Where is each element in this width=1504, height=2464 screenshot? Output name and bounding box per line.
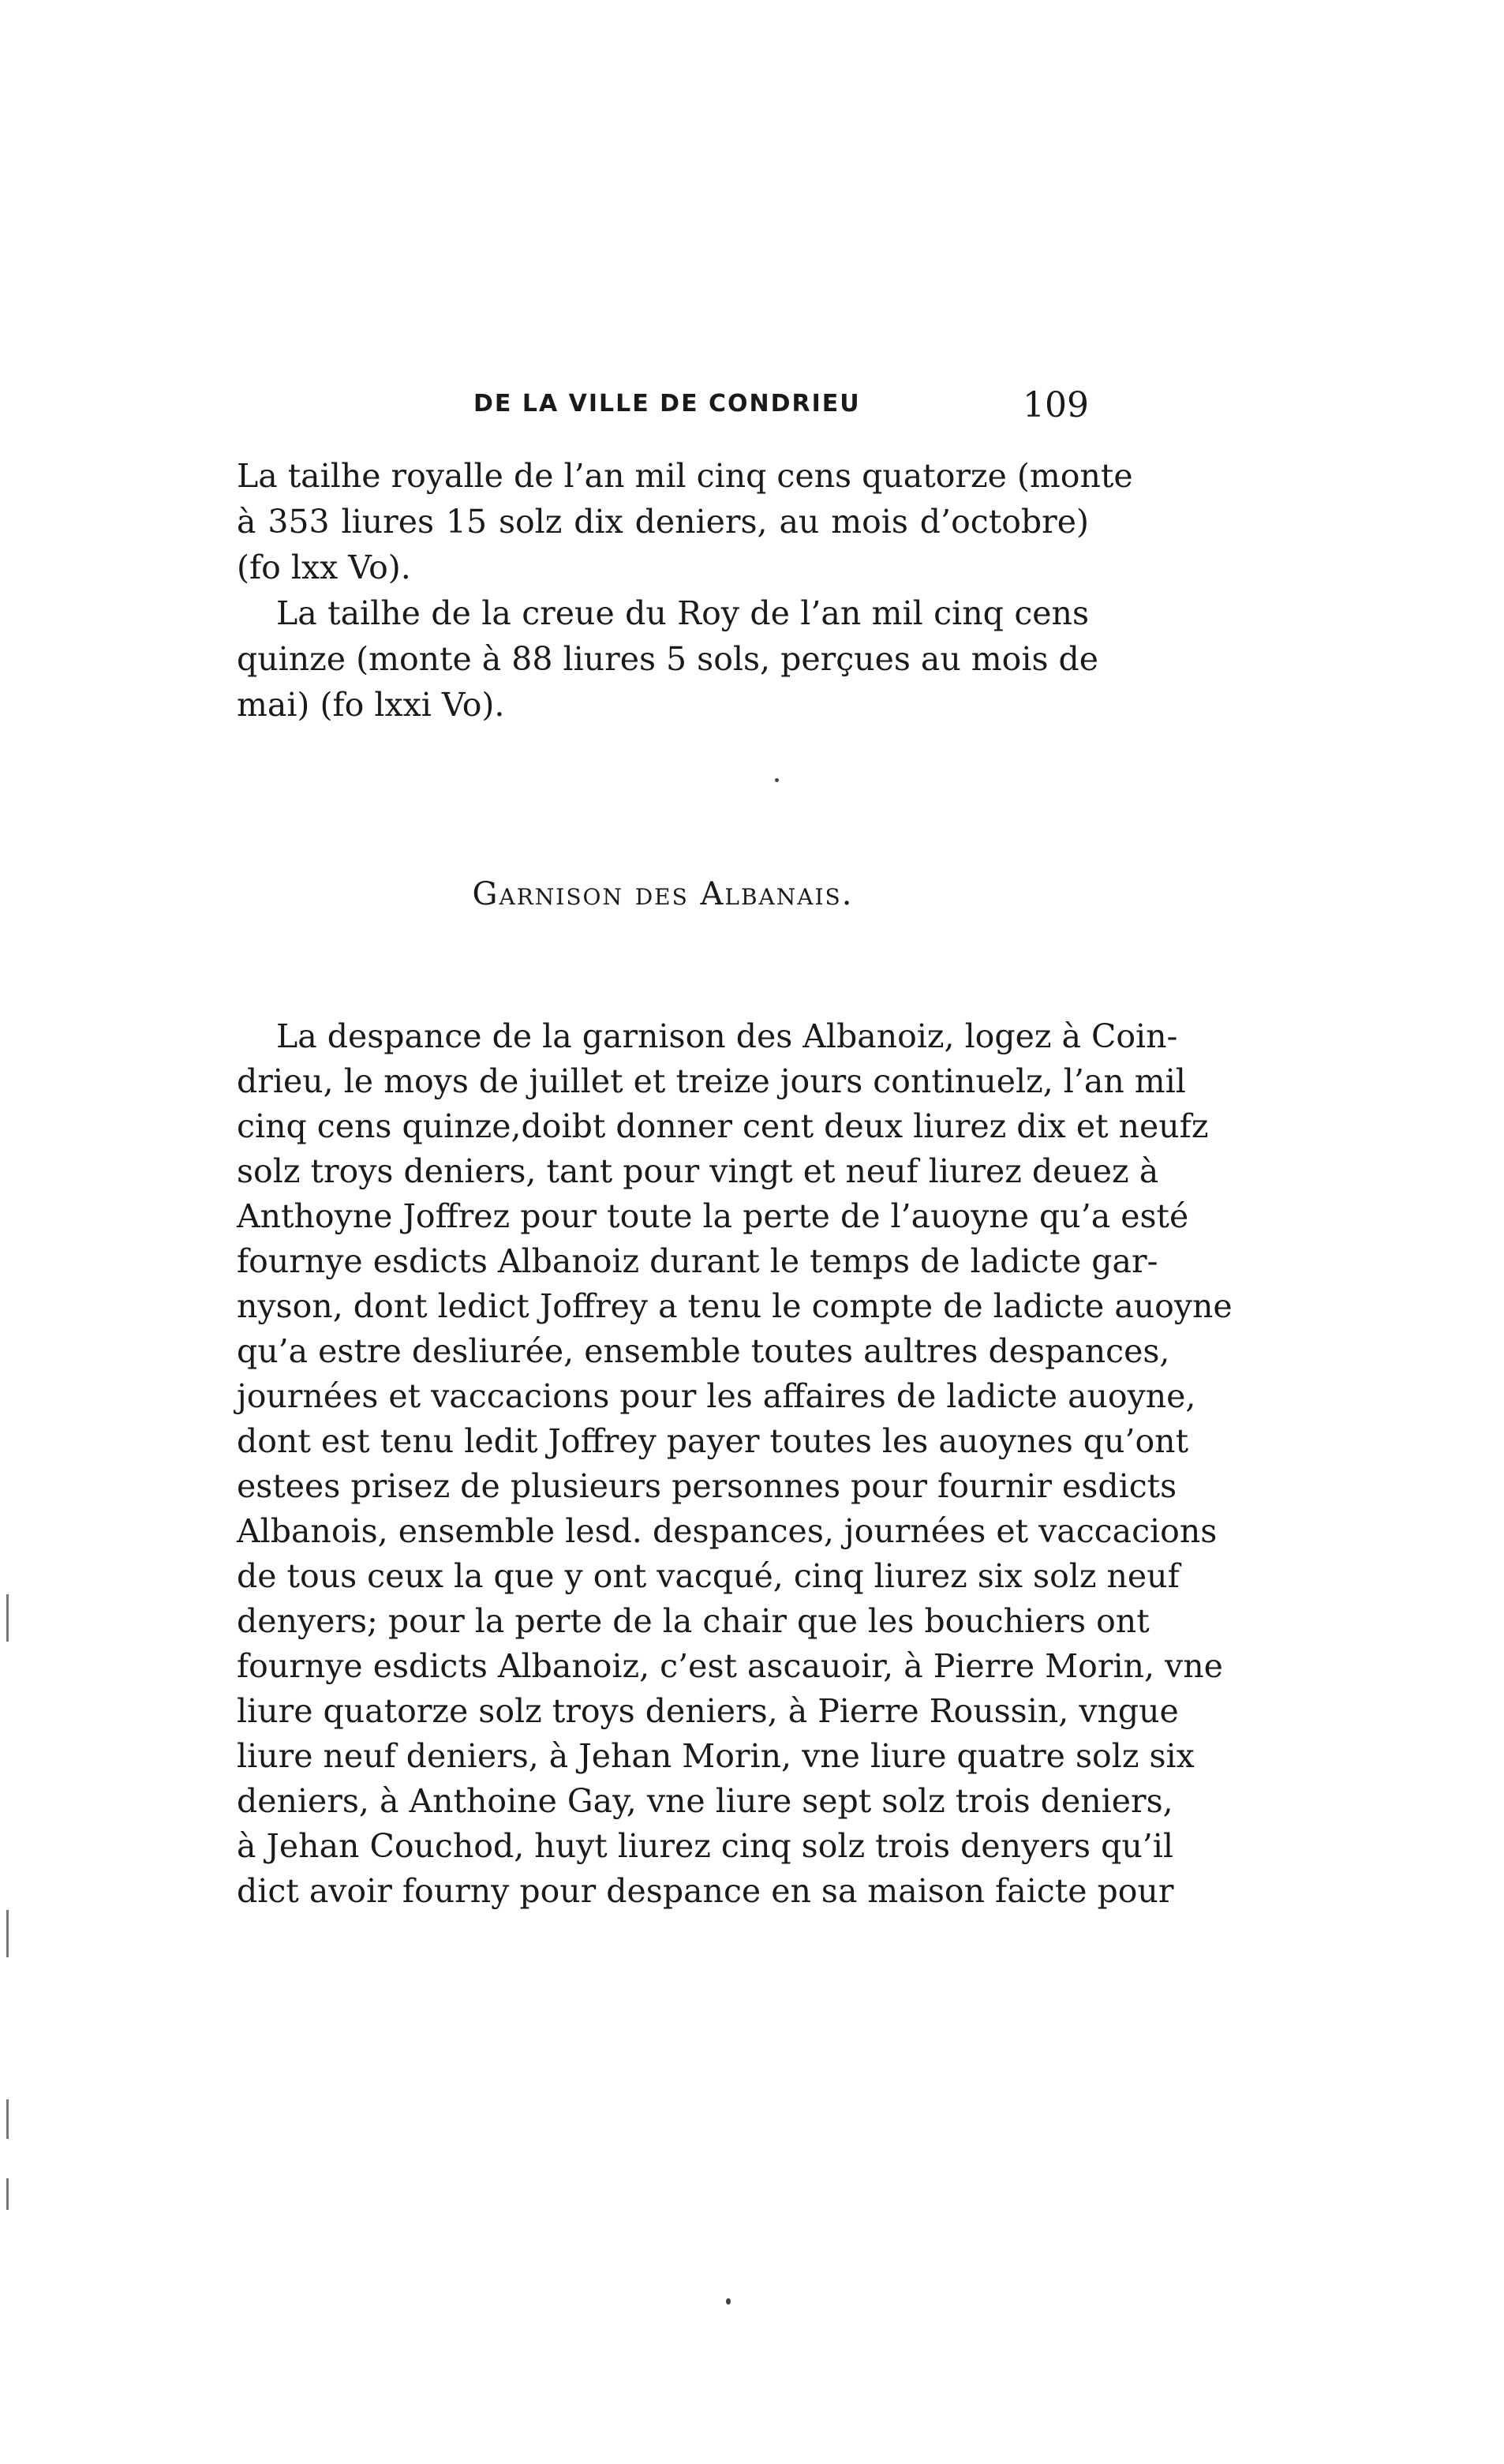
entry1-line-1: La tailhe royalle de l’an mil cinq cens quatorze (monte (237, 457, 1133, 495)
margin-scan-mark (6, 1594, 9, 1642)
body-line-18: deniers, à Anthoine Gay, vne liure sept solz trois deniers, (237, 1782, 1173, 1820)
entry1-line-2: à 353 liures 15 solz dix deniers, au mois d’octobre) (237, 503, 1089, 541)
body-line-3: cinq cens quinze,doibt donner cent deux liurez dix et neufz (237, 1107, 1209, 1145)
entry2-line-3: mai) (fo lxxi Vo). (237, 686, 505, 724)
body-line-16: liure quatorze solz troys deniers, à Pierre Roussin, vngue (237, 1692, 1179, 1730)
running-head (0, 385, 1504, 437)
body-line-9: journées et vaccacions pour les affaires de ladicte auoyne, (237, 1377, 1196, 1415)
body-line-14: denyers; pour la perte de la chair que les bouchiers ont (237, 1602, 1150, 1640)
body-line-8: qu’a estre desliurée, ensemble toutes aultres despances, (237, 1332, 1170, 1370)
running-title: DE LA VILLE DE CONDRIEU (473, 390, 861, 418)
entry1-line-3: (fo lxx Vo). (237, 549, 411, 586)
body-line-5: Anthoyne Joffrez pour toute la perte de l’auoyne qu’a esté (237, 1197, 1189, 1235)
margin-scan-mark (6, 1910, 9, 1957)
body-line-2: drieu, le moys de juillet et treize jours continuelz, l’an mil (237, 1062, 1186, 1100)
section-heading: Garnison des Albanais. (472, 876, 854, 912)
page-number: 109 (1023, 385, 1089, 425)
body-line-11: estees prisez de plusieurs personnes pour fournir esdicts (237, 1467, 1177, 1505)
body-line-19: à Jehan Couchod, huyt liurez cinq solz trois denyers qu’il (237, 1827, 1173, 1865)
body-line-12: Albanois, ensemble lesd. despances, journées et vaccacions (237, 1512, 1218, 1550)
body-line-7: nyson, dont ledict Joffrey a tenu le compte de ladicte auoyne (237, 1287, 1233, 1325)
body-line-4: solz troys deniers, tant pour vingt et neuf liurez deuez à (237, 1152, 1159, 1190)
margin-scan-mark (6, 2178, 9, 2210)
paper-speck (726, 2298, 731, 2305)
margin-scan-mark (6, 2099, 9, 2139)
body-line-17: liure neuf deniers, à Jehan Morin, vne liure quatre solz six (237, 1737, 1195, 1775)
body-line-10: dont est tenu ledit Joffrey payer toutes les auoynes qu’ont (237, 1422, 1189, 1460)
entry2-line-1: La tailhe de la creue du Roy de l’an mil cinq cens (276, 594, 1089, 632)
body-line-6: fournye esdicts Albanoiz durant le temps de ladicte gar- (237, 1242, 1158, 1280)
entry2-line-2: quinze (monte à 88 liures 5 sols, perçues au mois de (237, 640, 1099, 678)
paper-speck (775, 778, 779, 782)
body-line-13: de tous ceux la que y ont vacqué, cinq liurez six solz neuf (237, 1557, 1180, 1595)
body-line-15: fournye esdicts Albanoiz, c’est ascauoir, à Pierre Morin, vne (237, 1647, 1223, 1685)
body-line-20: dict avoir fourny pour despance en sa maison faicte pour (237, 1872, 1174, 1910)
body-line-1: La despance de la garnison des Albanoiz, logez à Coin- (276, 1017, 1178, 1055)
